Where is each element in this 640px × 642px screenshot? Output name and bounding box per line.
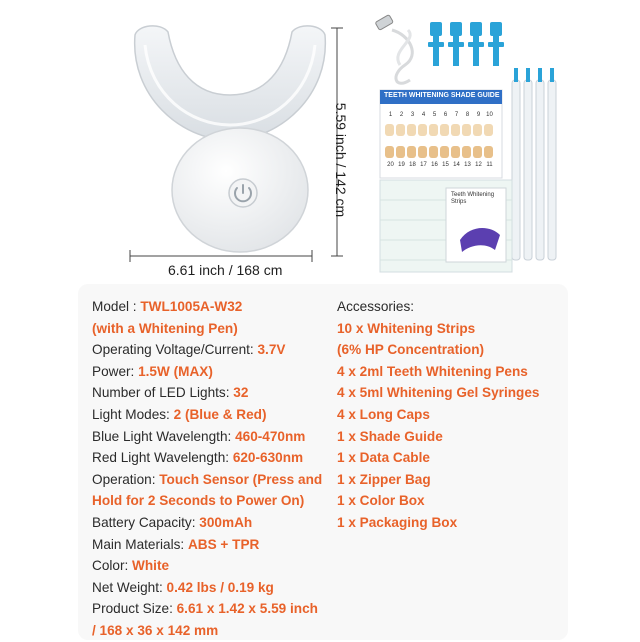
spec-value: 2 (Blue & Red) [173,406,267,422]
shade-number: 19 [398,162,405,168]
spec-value: Touch Sensor (Press and [159,471,323,487]
shade-number: 4 [421,112,426,118]
spec-value: ABS + TPR [187,536,260,552]
accessory-item: 1 x Data Cable [337,450,430,466]
shade-number: 11 [486,162,493,168]
shade-number: 16 [431,162,438,168]
usb-cable-icon [375,15,412,84]
accessory-item: 1 x Packaging Box [337,514,458,530]
shade-guide-title: TEETH WHITENING SHADE GUIDE [384,92,500,99]
spec-row [92,598,337,620]
spec-value: 460-470nm [235,428,306,444]
spec-value: White [132,558,170,574]
accessory-item: 4 x Long Caps [337,406,430,422]
accessory-item: 4 x 2ml Teeth Whitening Pens [337,363,528,379]
light-device-icon [172,128,308,252]
spec-row [92,469,337,491]
spec-list [92,296,337,642]
spec-label: Number of LED Lights: [92,385,234,401]
spec-row [92,426,337,448]
spec-label: Battery Capacity: [92,514,200,530]
strips-sheet-title: Teeth Whitening Strips [451,192,495,205]
spec-value: TWL1005A-W32 [140,299,243,314]
spec-row [92,296,337,318]
shade-guide-row-2 [385,162,497,168]
spec-label: Color: [92,558,133,574]
width-label: 6.61 inch / 168 cm [168,262,283,278]
spec-row [92,620,337,642]
shade-number: 8 [465,112,470,118]
spec-value: 300mAh [199,514,253,530]
shade-number: 20 [387,162,394,168]
shade-number: 9 [476,112,481,118]
shade-number: 12 [475,162,482,168]
spec-row [92,534,337,556]
spec-value: Hold for 2 Seconds to Power On) [92,493,305,509]
spec-row [92,318,337,340]
spec-row [92,339,337,361]
long-caps-icon [428,22,504,66]
spec-row [92,361,337,383]
accessory-item: (6% HP Concentration) [337,342,485,358]
accessory-item: 1 x Shade Guide [337,428,443,444]
shade-number: 6 [443,112,448,118]
spec-row [92,490,337,512]
shade-number: 10 [486,112,493,118]
spec-row [92,382,337,404]
shade-number: 3 [410,112,415,118]
accessory-item: 1 x Color Box [337,493,425,509]
shade-number: 5 [432,112,437,118]
accessories-heading: Accessories: [337,299,415,314]
spec-value: 1.5W (MAX) [138,363,213,379]
accessory-item: 1 x Zipper Bag [337,471,431,487]
shade-number: 7 [454,112,459,118]
spec-label: Net Weight: [92,579,167,595]
shade-number: 17 [420,162,427,168]
spec-label: Red Light Wavelength: [92,450,233,466]
shade-guide-row-1 [385,112,497,118]
spec-label: Operation: [92,471,160,487]
product-illustration [0,0,640,300]
shade-number: 13 [464,162,471,168]
spec-label: Operating Voltage/Current: [92,342,258,358]
spec-row [92,447,337,469]
accessory-item: 10 x Whitening Strips [337,320,476,336]
spec-label: Power: [92,363,139,379]
spec-label: Model : [92,299,141,314]
shade-number: 14 [453,162,460,168]
spec-value: 32 [233,385,249,401]
shade-number: 18 [409,162,416,168]
spec-value: 620-630nm [232,450,304,466]
spec-value: 3.7V [257,342,286,358]
width-dimension-line [130,250,312,262]
shade-number: 15 [442,162,449,168]
spec-label: Light Modes: [92,406,174,422]
accessories-list [337,296,567,534]
accessory-item: 4 x 5ml Whitening Gel Syringes [337,385,540,401]
shade-number: 2 [399,112,404,118]
spec-label: Blue Light Wavelength: [92,428,236,444]
spec-row [92,404,337,426]
mouth-tray-icon [135,26,326,140]
spec-value: (with a Whitening Pen) [92,320,238,336]
spec-label: Product Size: [92,601,177,617]
shade-number: 1 [388,112,393,118]
spec-value: 0.42 lbs / 0.19 kg [166,579,274,595]
spec-label: Main Materials: [92,536,188,552]
spec-value: 6.61 x 1.42 x 5.59 inch [176,601,318,617]
gel-syringes-icon [512,68,556,260]
spec-row [92,512,337,534]
spec-row [92,577,337,599]
height-label: 5.59 inch / 142 cm [333,102,349,218]
spec-value: / 168 x 36 x 142 mm [92,622,219,638]
spec-row [92,555,337,577]
